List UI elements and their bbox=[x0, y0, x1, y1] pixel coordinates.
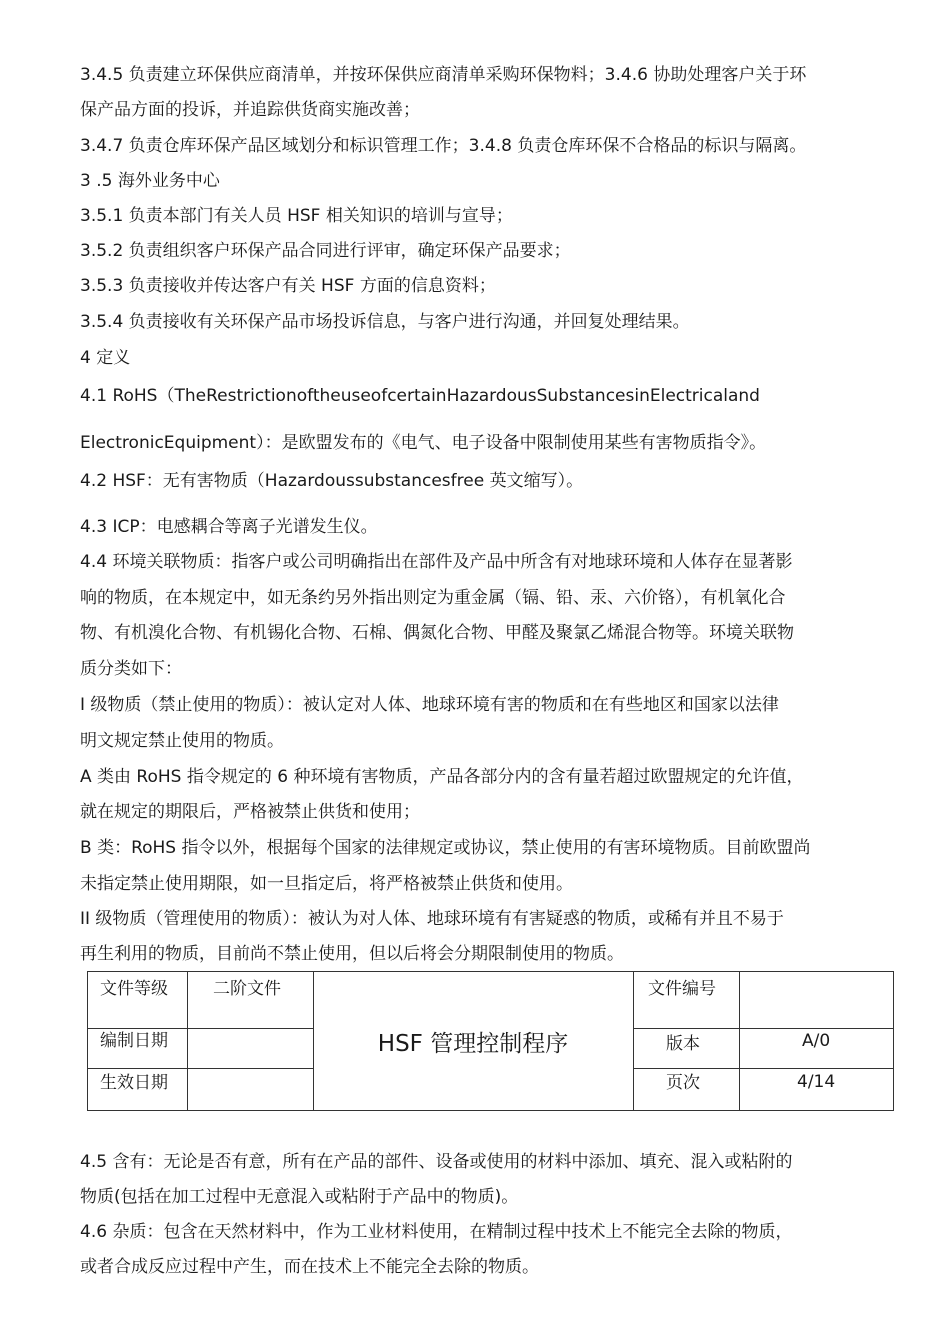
text-line: 4.1 RoHS（TheRestrictionoftheuseofcertainHazardousSubstancesinElectricaland bbox=[80, 386, 760, 406]
text-line: 质分类如下： bbox=[80, 659, 182, 679]
text-line: 就在规定的期限后，严格被禁止供货和使用； bbox=[80, 802, 420, 822]
effective-date-label: 生效日期 bbox=[100, 1073, 168, 1093]
doc-level-value: 二阶文件 bbox=[213, 979, 281, 999]
text-line: 3.5.1 负责本部门有关人员 HSF 相关知识的培训与宣导； bbox=[80, 206, 513, 226]
divider bbox=[633, 1068, 893, 1069]
text-line: 4.2 HSF：无有害物质（Hazardoussubstancesfree 英文缩写）。 bbox=[80, 471, 584, 491]
text-line: 再生利用的物质，目前尚不禁止使用，但以后将会分期限制使用的物质。 bbox=[80, 944, 624, 964]
divider bbox=[88, 1028, 313, 1029]
text-line: 3.4.7 负责仓库环保产品区域划分和标识管理工作；3.4.8 负责仓库环保不合格品的标识与隔离。 bbox=[80, 136, 807, 156]
section-heading: 3 .5 海外业务中心 bbox=[80, 171, 220, 191]
page-value: 4/14 bbox=[797, 1072, 836, 1092]
text-line: 4.4 环境关联物质：指客户或公司明确指出在部件及产品中所含有对地球环境和人体存在显著影 bbox=[80, 552, 793, 572]
compile-date-label: 编制日期 bbox=[100, 1031, 168, 1051]
divider bbox=[739, 972, 740, 1110]
section-heading: 4 定义 bbox=[80, 348, 131, 368]
text-line: 响的物质，在本规定中，如无条约另外指出则定为重金属（镉、铅、汞、六价铬），有机氧化合 bbox=[80, 588, 786, 608]
text-line: 3.5.3 负责接收并传达客户有关 HSF 方面的信息资料； bbox=[80, 276, 496, 296]
text-line: 4.6 杂质：包含在天然材料中，作为工业材料使用，在精制过程中技术上不能完全去除的物质， bbox=[80, 1222, 793, 1242]
text-line: 4.5 含有：无论是否有意，所有在产品的部件、设备或使用的材料中添加、填充、混入或粘附的 bbox=[80, 1152, 793, 1172]
page-label: 页次 bbox=[666, 1073, 700, 1093]
text-line: 3.5.4 负责接收有关环保产品市场投诉信息，与客户进行沟通，并回复处理结果。 bbox=[80, 312, 690, 332]
doc-level-label: 文件等级 bbox=[100, 979, 168, 999]
document-title: HSF 管理控制程序 bbox=[377, 1030, 569, 1057]
divider bbox=[187, 1028, 188, 1110]
document-header-table bbox=[87, 971, 894, 1111]
version-value: A/0 bbox=[802, 1031, 831, 1051]
text-line: 物质(包括在加工过程中无意混入或粘附于产品中的物质)。 bbox=[80, 1187, 519, 1207]
divider bbox=[633, 1028, 893, 1029]
text-line: B 类：RoHS 指令以外，根据每个国家的法律规定或协议，禁止使用的有害环境物质。目前欧盟尚 bbox=[80, 838, 811, 858]
text-line: ElectronicEquipment）：是欧盟发布的《电气、电子设备中限制使用某些有害物质指令》。 bbox=[80, 433, 767, 453]
text-line: II 级物质（管理使用的物质）：被认为对人体、地球环境有有害疑惑的物质，或稀有并且不易于 bbox=[80, 909, 784, 929]
text-line: 或者合成反应过程中产生，而在技术上不能完全去除的物质。 bbox=[80, 1257, 539, 1277]
text-line: 3.5.2 负责组织客户环保产品合同进行评审，确定环保产品要求； bbox=[80, 241, 571, 261]
text-line: 4.3 ICP：电感耦合等离子光谱发生仪。 bbox=[80, 517, 378, 537]
divider bbox=[187, 972, 188, 1028]
version-label: 版本 bbox=[666, 1034, 700, 1054]
text-line: A 类由 RoHS 指令规定的 6 种环境有害物质，产品各部分内的含有量若超过欧盟规定的允许值， bbox=[80, 767, 804, 787]
text-line: I 级物质（禁止使用的物质）：被认定对人体、地球环境有害的物质和在有些地区和国家以法律 bbox=[80, 695, 779, 715]
text-line: 3.4.5 负责建立环保供应商清单，并按环保供应商清单采购环保物料；3.4.6 协助处理客户关于环 bbox=[80, 65, 807, 85]
text-line: 未指定禁止使用期限，如一旦指定后，将严格被禁止供货和使用。 bbox=[80, 874, 573, 894]
text-line: 明文规定禁止使用的物质。 bbox=[80, 731, 284, 751]
text-line: 保产品方面的投诉，并追踪供货商实施改善； bbox=[80, 100, 420, 120]
text-line: 物、有机溴化合物、有机锡化合物、石棉、偶氮化合物、甲醛及聚氯乙烯混合物等。环境关联物 bbox=[80, 623, 794, 643]
divider bbox=[633, 972, 634, 1110]
doc-number-label: 文件编号 bbox=[648, 979, 716, 999]
divider bbox=[88, 1068, 313, 1069]
